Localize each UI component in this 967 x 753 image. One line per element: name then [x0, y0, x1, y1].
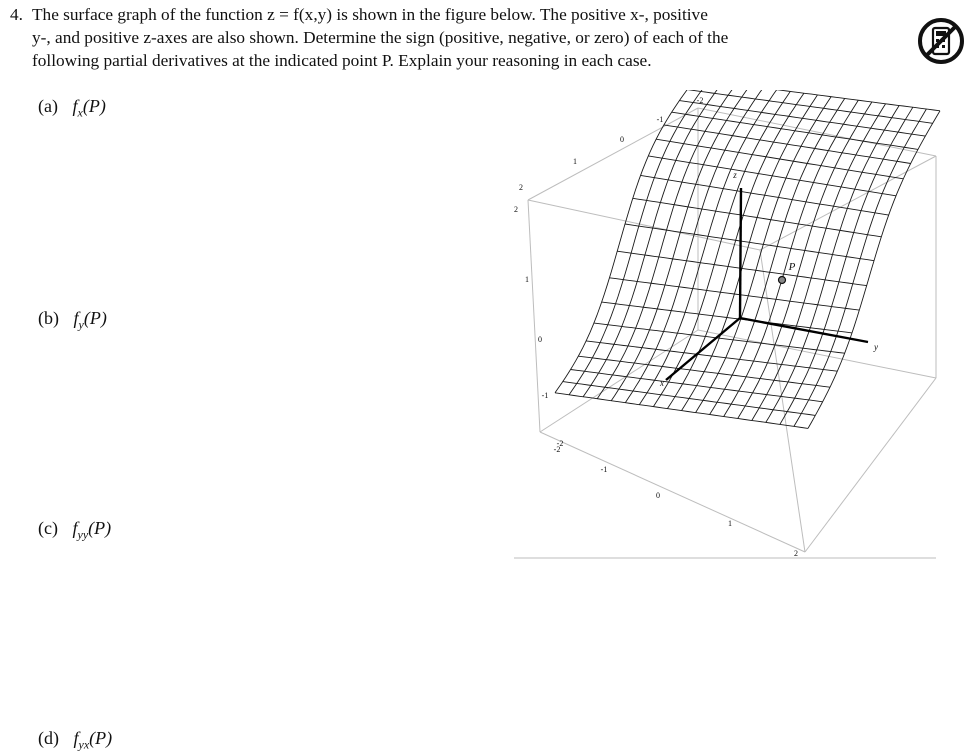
bottom-tick-label: 1: [728, 519, 732, 528]
left-tick-label: 2: [514, 205, 518, 214]
mesh-line: [672, 112, 918, 149]
mesh-line: [611, 90, 749, 401]
part-a: [38, 96, 106, 121]
left-tick-label: -1: [541, 391, 549, 400]
surface-graph-figure: [500, 90, 945, 570]
part-label: (a): [38, 96, 58, 116]
part-label: (c): [38, 518, 58, 538]
mesh-line: [752, 104, 886, 421]
mesh-line: [653, 91, 790, 406]
x-axis: [666, 318, 740, 380]
top-tick-label: 0: [620, 135, 624, 144]
top-tick-label: 2: [519, 183, 523, 192]
mesh-line: [738, 102, 872, 419]
part-d: [38, 728, 112, 753]
mesh-line: [648, 156, 896, 196]
part-subscript: x: [77, 105, 83, 120]
top-tick-label: 1: [573, 157, 577, 166]
mesh-line: [641, 175, 889, 215]
bounding-box-edge: [528, 200, 540, 432]
mesh-line: [571, 370, 823, 402]
bottom-tick-label: 0: [656, 491, 660, 500]
part-function: f: [72, 96, 78, 116]
part-function: f: [73, 308, 79, 328]
problem-number: 4.: [10, 5, 23, 24]
bottom-tick-label: -1: [600, 465, 608, 474]
part-argument: (P): [88, 518, 112, 538]
part-label: (b): [38, 308, 59, 328]
point-p-label: P: [788, 261, 796, 273]
problem-line-1: The surface graph of the function z = f(x,y) is shown in the figure below. The positive x-, positive: [32, 5, 708, 24]
surface-graph: [500, 90, 945, 570]
bounding-box-edge: [528, 108, 698, 200]
no-calculator-icon: [917, 17, 967, 67]
part-c: [38, 518, 111, 543]
mesh-line: [639, 90, 776, 405]
x-axis-label: x: [660, 378, 664, 388]
mesh-line: [597, 90, 736, 399]
left-tick-label: 0: [538, 335, 542, 344]
mesh-line: [656, 139, 903, 179]
mesh-line: [617, 251, 867, 285]
part-subscript: yx: [78, 737, 90, 752]
mesh-line: [555, 90, 695, 393]
problem-line-2: y-, and positive z-axes are also shown. Determine the sign (positive, negative, or zero) of each of the: [32, 28, 729, 47]
part-argument: (P): [82, 96, 106, 116]
top-tick-label: -2: [696, 96, 704, 105]
top-tick-label: -1: [656, 115, 664, 124]
part-function: f: [72, 518, 78, 538]
problem-line-3: following partial derivatives at the indicated point P. Explain your reasoning in each case.: [32, 51, 652, 70]
z-axis: [740, 188, 741, 318]
part-subscript: yy: [77, 527, 89, 542]
part-argument: (P): [83, 308, 107, 328]
mesh-line: [766, 106, 899, 423]
part-b: [38, 308, 107, 333]
mesh-line: [664, 125, 911, 164]
part-label: (d): [38, 728, 59, 748]
mesh-line: [780, 107, 913, 424]
bounding-box-edge: [805, 378, 936, 552]
point-p: [779, 277, 786, 284]
mesh-line: [555, 393, 808, 429]
part-function: f: [73, 728, 79, 748]
bounding-box-edge: [760, 250, 805, 552]
z-axis-label: z: [733, 170, 737, 180]
part-subscript: y: [78, 317, 84, 332]
mesh-line: [679, 101, 925, 137]
y-axis-label: y: [874, 342, 878, 352]
bottom-tick-label: 2: [794, 549, 798, 558]
part-argument: (P): [89, 728, 113, 748]
mesh-line: [563, 382, 816, 416]
y-axis: [740, 318, 868, 342]
bottom-tick-label: -2: [556, 439, 564, 448]
mesh-line: [609, 278, 859, 310]
left-tick-label: -2: [553, 445, 561, 454]
bounding-box-edge: [540, 432, 805, 552]
left-tick-label: 1: [525, 275, 529, 284]
